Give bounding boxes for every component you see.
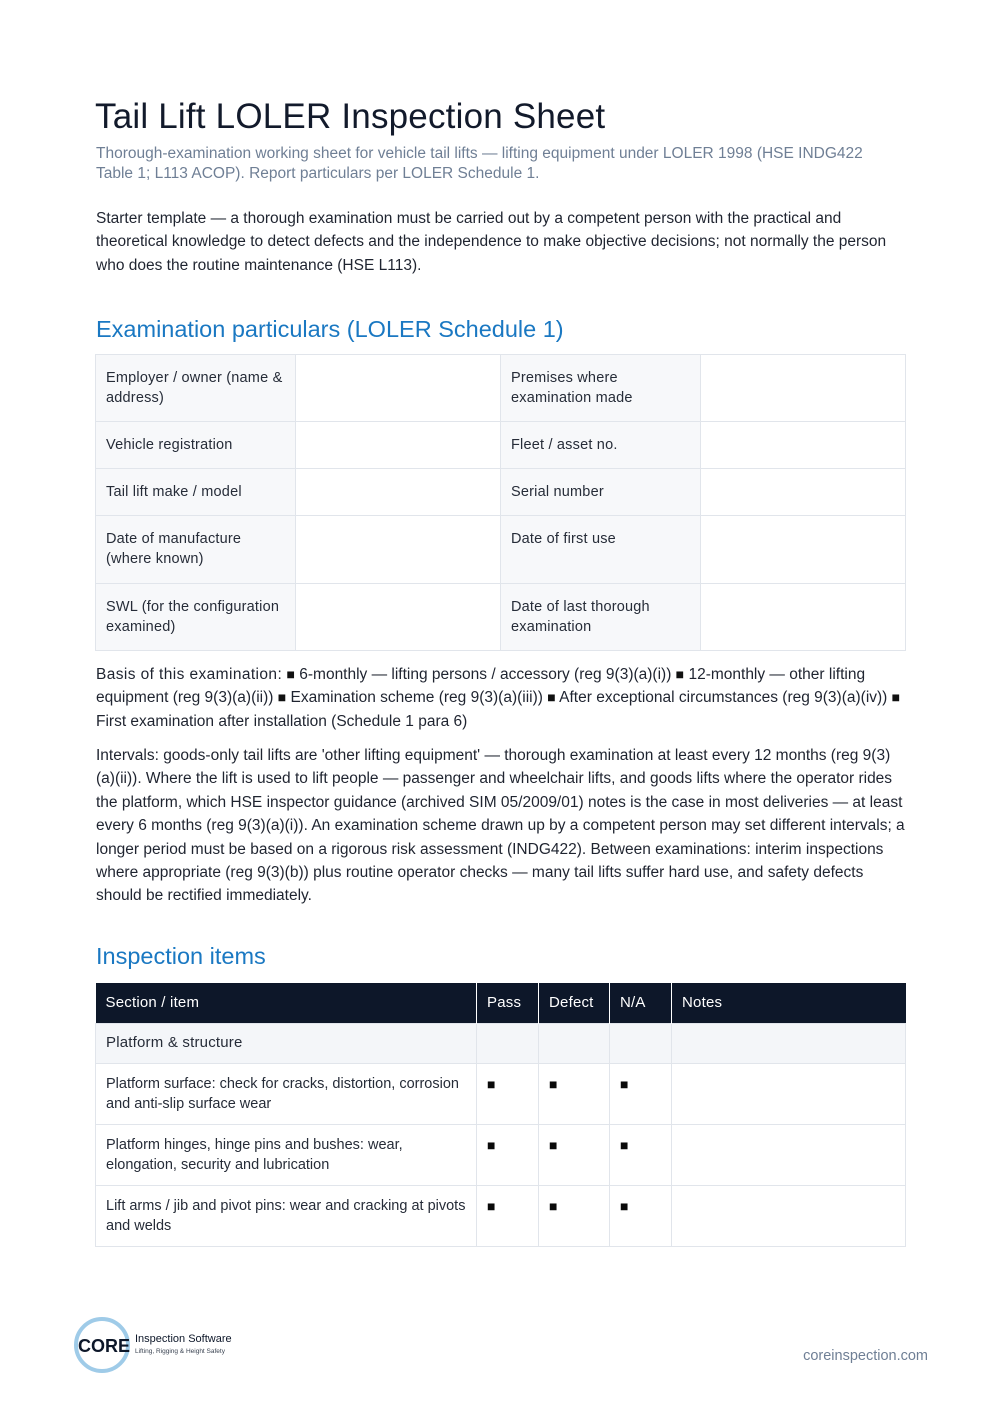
pass-checkbox[interactable]: ■ [477, 1124, 539, 1185]
particulars-row [96, 422, 906, 469]
column-header-section-item: Section / item [96, 983, 477, 1023]
particulars-row [96, 584, 906, 651]
logo-mark-text: CORE [78, 1336, 131, 1356]
checkbox-12-monthly[interactable]: ■ [675, 666, 685, 682]
pass-checkbox[interactable]: ■ [477, 1063, 539, 1124]
basis-option: After exceptional circumstances (reg 9(3)(a)(iv)) [559, 689, 888, 707]
date-of-first-use-field[interactable] [701, 516, 906, 584]
column-header-pass: Pass [477, 983, 539, 1023]
field-label: Employer / owner (name & address) [96, 355, 296, 422]
page-subtitle: Thorough-examination working sheet for vehicle tail lifts — lifting equipment under LOLER 1998 (HSE INDG422 Table 1; L113 ACOP). Report particulars per LOLER Schedule 1. [96, 145, 863, 182]
page-title: Tail Lift LOLER Inspection Sheet [95, 97, 606, 136]
intro-paragraph: Starter template — a thorough examination must be carried out by a competent person with the practical and theoretical knowledge to detect defects and the independence to make objective decisions; not normally the person who does the routine maintenance (HSE L113). [96, 210, 887, 274]
na-checkbox[interactable]: ■ [610, 1124, 672, 1185]
field-label: Tail lift make / model [96, 469, 296, 516]
notes-field[interactable] [672, 1185, 906, 1246]
inspection-items-heading: Inspection items [96, 943, 266, 969]
item-text: Lift arms / jib and pivot pins: wear and cracking at pivots and welds [96, 1185, 477, 1246]
basis-option: First examination after installation (Schedule 1 para 6) [96, 712, 468, 730]
item-text: Platform hinges, hinge pins and bushes: wear, elongation, security and lubrication [96, 1124, 477, 1185]
basis-option: Examination scheme (reg 9(3)(a)(iii)) [290, 689, 543, 707]
core-inspection-logo [73, 1316, 253, 1374]
field-label: Serial number [501, 469, 701, 516]
notes-field[interactable] [672, 1124, 906, 1185]
table-row [96, 1063, 906, 1124]
particulars-table [95, 354, 906, 651]
na-checkbox[interactable]: ■ [610, 1185, 672, 1246]
logo-tagline-text: Lifting, Rigging & Height Safety [135, 1348, 225, 1355]
basis-option: 6-monthly — lifting persons / accessory (reg 9(3)(a)(i)) [299, 666, 672, 683]
field-label: Date of last thorough examination [501, 584, 701, 651]
table-row [96, 1185, 906, 1246]
intervals-paragraph: Intervals: goods-only tail lifts are 'other lifting equipment' — thorough examination at least every 12 months (reg 9(3)(a)(ii)). Where the lift is used to lift people — passenger and wheelchair lifts, and goods lifts where the operator rides the platform, which HSE inspector guidance (archived SIM 05/2009/01) notes is the case in most deliveries — at least every 6 months (reg 9(3)(a)(i)). An examination scheme drawn up by a competent person may set different intervals; a longer period must be based on a rigorous risk assessment (INDG422). Between examinations: interim inspections where appropriate (reg 9(3)(b)) plus routine operator checks — many tail lifts suffer hard use, and safety defects should be rectified immediately. [96, 747, 905, 905]
pass-checkbox[interactable]: ■ [477, 1185, 539, 1246]
column-header-notes: Notes [672, 983, 906, 1023]
column-header-defect: Defect [539, 983, 610, 1023]
section-title: Platform & structure [96, 1023, 477, 1063]
swl-field[interactable] [296, 584, 501, 651]
field-label: Date of manufacture (where known) [96, 516, 296, 584]
last-examination-date-field[interactable] [701, 584, 906, 651]
date-of-manufacture-field[interactable] [296, 516, 501, 584]
serial-number-field[interactable] [701, 469, 906, 516]
basis-option: 12-monthly — other lifting equipment (reg 9(3)(a)(ii)) [96, 666, 866, 707]
field-label: Fleet / asset no. [501, 422, 701, 469]
field-label: Vehicle registration [96, 422, 296, 469]
section-cell [539, 1023, 610, 1063]
particulars-row [96, 355, 906, 422]
field-label: Premises where examination made [501, 355, 701, 422]
fleet-asset-field[interactable] [701, 422, 906, 469]
field-label: SWL (for the configuration examined) [96, 584, 296, 651]
na-checkbox[interactable]: ■ [610, 1063, 672, 1124]
vehicle-registration-field[interactable] [296, 422, 501, 469]
logo-title-text: Inspection Software [135, 1333, 232, 1345]
defect-checkbox[interactable]: ■ [539, 1063, 610, 1124]
inspection-items-table [95, 983, 906, 1247]
checkbox-exceptional-circumstances[interactable]: ■ [547, 689, 556, 706]
basis-label: Basis of this examination: [96, 666, 283, 683]
table-row [96, 1124, 906, 1185]
particulars-heading: Examination particulars (LOLER Schedule 1) [96, 316, 564, 342]
section-cell [672, 1023, 906, 1063]
checkbox-examination-scheme[interactable]: ■ [277, 689, 287, 706]
column-header-na: N/A [610, 983, 672, 1023]
table-header-row [96, 983, 906, 1023]
field-label: Date of first use [501, 516, 701, 584]
notes-field[interactable] [672, 1063, 906, 1124]
make-model-field[interactable] [296, 469, 501, 516]
premises-field[interactable] [701, 355, 906, 422]
basis-of-examination [96, 663, 908, 733]
section-row [96, 1023, 906, 1063]
defect-checkbox[interactable]: ■ [539, 1185, 610, 1246]
section-cell [610, 1023, 672, 1063]
particulars-row [96, 469, 906, 516]
employer-owner-field[interactable] [296, 355, 501, 422]
particulars-row [96, 516, 906, 584]
checkbox-6-monthly[interactable]: ■ [286, 666, 295, 682]
item-text: Platform surface: check for cracks, distortion, corrosion and anti-slip surface wear [96, 1063, 477, 1124]
checkbox-first-examination[interactable]: ■ [891, 689, 901, 706]
section-cell [477, 1023, 539, 1063]
defect-checkbox[interactable]: ■ [539, 1124, 610, 1185]
footer-url[interactable]: coreinspection.com [803, 1348, 928, 1364]
